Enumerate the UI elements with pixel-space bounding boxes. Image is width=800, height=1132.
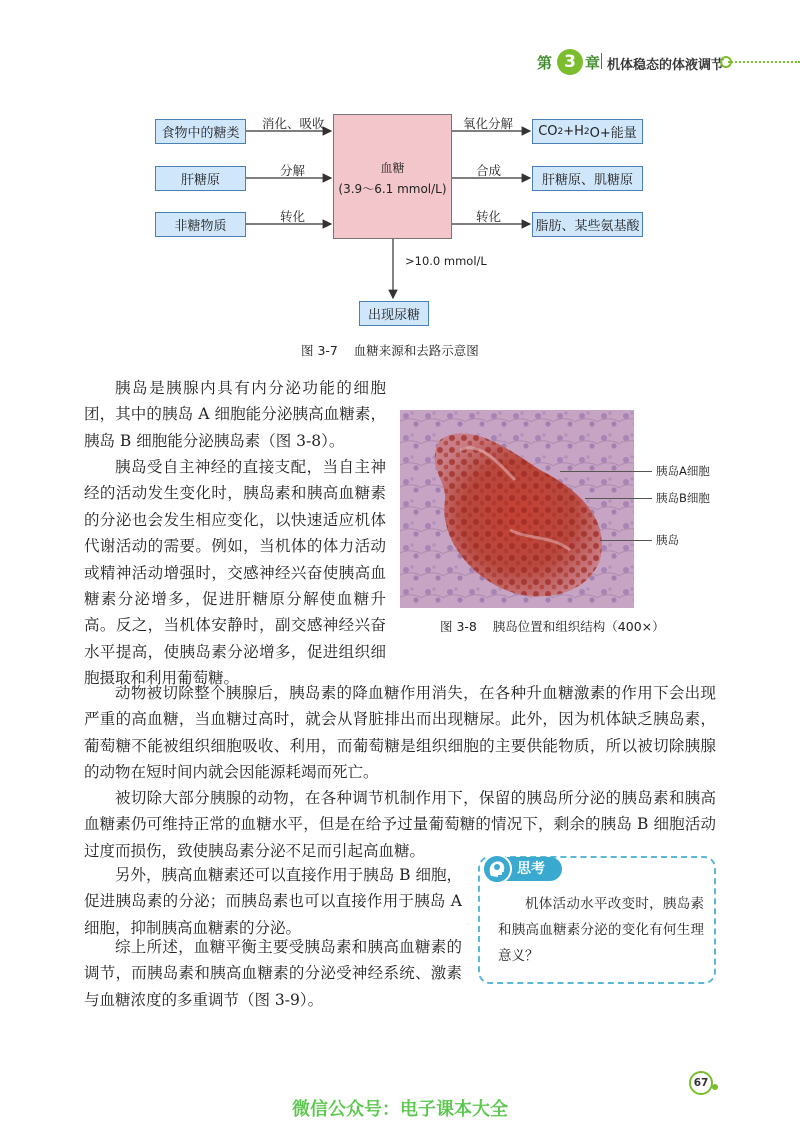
sink-co2-text: CO — [538, 124, 558, 139]
paragraph-pancreas-removed: 动物被切除整个胰腺后，胰岛素的降血糖作用消失，在各种升血糖激素的作用下会出现严重的高血糖，当血糖过高时，就会从肾脏排出而出现糖尿。此外，因为机体缺乏胰岛素，葡萄糖不能被组织细胞吸收、利用，而葡萄糖是组织细胞的主要供能物质，所以被切除胰腺的动物在短时间内就会因能源耗竭而死亡。 — [84, 684, 716, 782]
chapter-prefix: 第 — [537, 54, 553, 72]
paragraph-islet-intro: 胰岛是胰腺内具有内分泌功能的细胞团，其中的胰岛 A 细胞能分泌胰高血糖素，胰岛 B 细胞能分泌胰岛素（图 3-8）。 — [84, 379, 386, 450]
page-number: 67 — [689, 1071, 713, 1095]
pancreatic-islet-micrograph — [400, 410, 634, 608]
urine-sugar-box: 出现尿糖 — [359, 301, 429, 326]
source-box-food-sugar: 食物中的糖类 — [155, 119, 246, 144]
source-box-liver-glycogen: 肝糖原 — [155, 166, 246, 191]
micrograph-image — [400, 410, 634, 608]
paragraph-partial-removal: 被切除大部分胰腺的动物，在各种调节机制作用下，保留的胰岛所分泌的胰岛素和胰高血糖素仍可维持正常的血糖水平，但是在给予过量葡萄糖的情况下，剩余的胰岛 B 细胞活动过度而损伤，致使胰岛素分泌不足而引起高血糖。 — [84, 789, 716, 860]
arrow-label-digest-absorb: 消化、吸收 — [262, 116, 325, 131]
paragraph-autonomic-control: 胰岛受自主神经的直接支配，当自主神经的活动发生变化时，胰岛素和胰高血糖素的分泌也会发生相应变化，以快速适应机体代谢活动的需要。例如，当机体的体力活动或精神活动增强时，交感神经兴奋使胰高血糖素分泌增多，促进肝糖原分解使血糖升高。反之，当机体安静时，副交感神经兴奋水平提高，使胰岛素分泌增多，促进组织细胞摄取和利用葡萄糖。 — [84, 458, 386, 688]
chapter-number-badge: 3 — [557, 49, 583, 75]
page-number-dot — [712, 1084, 718, 1090]
arrow-label-convert-in: 转化 — [280, 209, 306, 224]
figure-3-8-caption: 图 3-8 胰岛位置和组织结构（400×） — [440, 619, 665, 634]
label-islet-b-cell: 胰岛B细胞 — [656, 491, 710, 505]
threshold-label: >10.0 mmol/L — [405, 254, 487, 268]
blood-sugar-center-box — [333, 114, 452, 239]
sink-co2-sub: 2 — [557, 126, 564, 137]
paragraph-cross-regulation: 另外，胰高血糖素还可以直接作用于胰岛 B 细胞，促进胰岛素的分泌；而胰岛素也可以直接作用于胰岛 A 细胞，抑制胰高血糖素的分泌。 — [84, 866, 462, 937]
sink-box-fat-amino: 脂肪、某些氨基酸 — [532, 212, 643, 237]
blood-sugar-title: 血糖 — [380, 161, 405, 175]
arrow-label-synthesize: 合成 — [476, 163, 502, 178]
pointer-line-a-cell — [560, 471, 652, 472]
arrow-label-oxidize: 氧化分解 — [463, 116, 514, 131]
think-tag-label: 思考 — [517, 861, 545, 877]
sink-box-co2-water-energy — [532, 119, 643, 144]
sink-h2-sub: 2 — [583, 126, 590, 137]
arrow-label-decompose: 分解 — [280, 163, 306, 178]
arrow-label-convert-out: 转化 — [476, 209, 502, 224]
head-icon — [482, 854, 512, 884]
source-box-non-sugar: 非糖物质 — [155, 212, 246, 237]
paragraph-summary: 综上所述，血糖平衡主要受胰岛素和胰高血糖素的调节，而胰岛素和胰高血糖素的分泌受神经系统、激素与血糖浓度的多重调节（图 3-9）。 — [84, 938, 462, 1009]
label-islet-a-cell: 胰岛A细胞 — [656, 464, 710, 478]
chapter-title: 机体稳态的体液调节 — [607, 58, 725, 73]
figure-3-7-caption: 图 3-7 血糖来源和去路示意图 — [301, 343, 479, 358]
wechat-footer: 微信公众号：电子课本大全 — [292, 1099, 508, 1120]
think-question: 机体活动水平改变时，胰岛素和胰高血糖素分泌的变化有何生理意义？ — [498, 896, 704, 964]
label-islet: 胰岛 — [656, 533, 679, 547]
chapter-suffix: 章 — [585, 54, 601, 72]
pointer-line-b-cell — [585, 498, 652, 499]
sink-box-glycogen: 肝糖原、肌糖原 — [532, 166, 643, 191]
blood-sugar-range: (3.9～6.1 mmol/L) — [338, 182, 447, 196]
sink-h-text: +H — [563, 124, 584, 139]
sink-o-energy-text: O+能量 — [589, 126, 637, 141]
pointer-line-islet — [600, 540, 652, 541]
